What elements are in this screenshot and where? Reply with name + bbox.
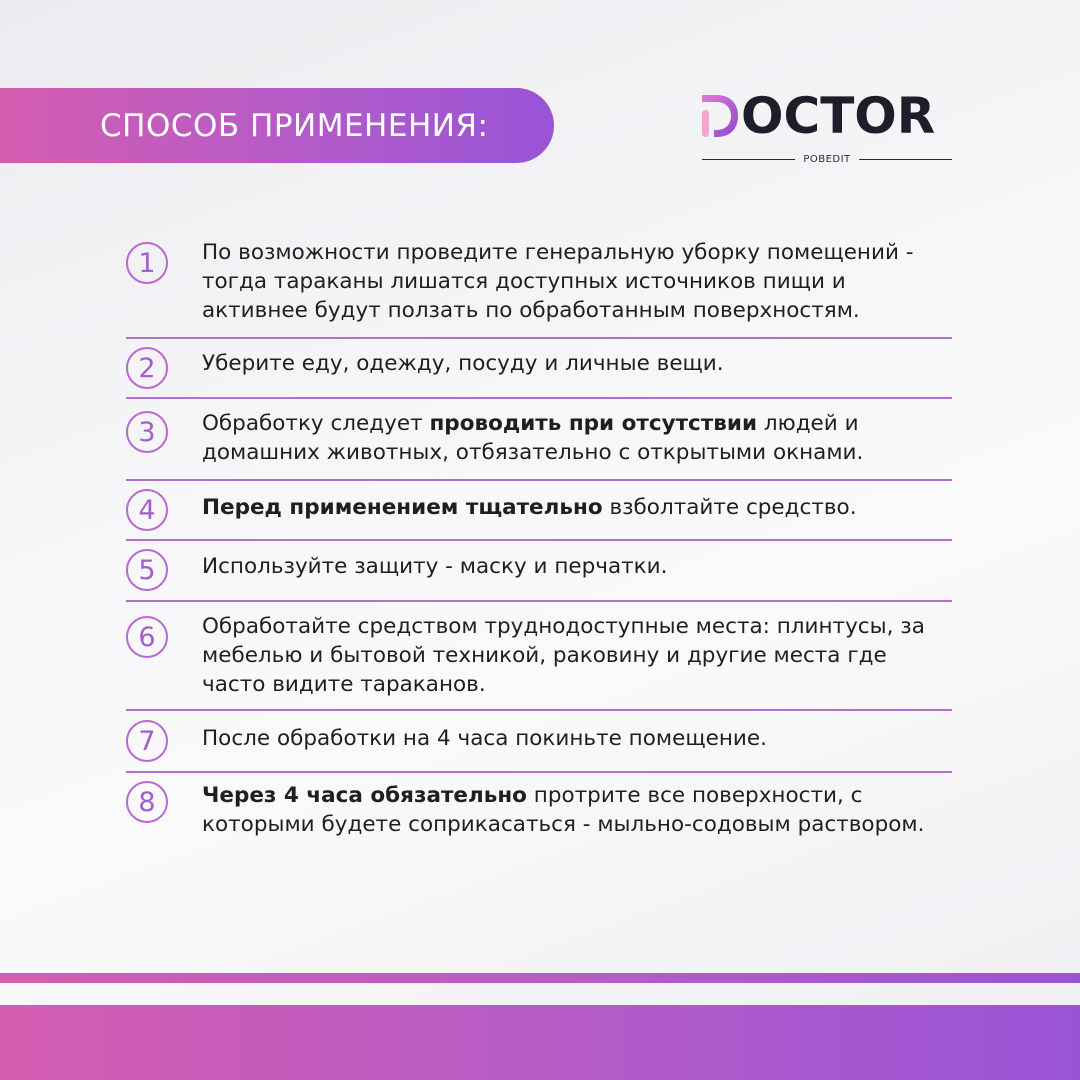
step-text xyxy=(202,238,952,325)
step-text-part: людей и домашних животных, отбязательно с открытыми окнами. xyxy=(202,411,864,465)
step-text-part: По возможности проведите генеральную уборку помещений - тогда тараканы лишатся доступных источников пищи и активнее будут ползать по обработанным поверхностям. xyxy=(202,240,914,323)
step-number-badge: 8 xyxy=(126,781,168,823)
logo-wordmark xyxy=(700,87,954,145)
logo-rule-left xyxy=(702,159,795,160)
step-text xyxy=(202,409,952,467)
step-number-badge: 4 xyxy=(126,489,168,531)
step-number-badge: 6 xyxy=(126,616,168,658)
step-item xyxy=(126,541,952,602)
step-text xyxy=(202,612,952,699)
step-number-badge: 3 xyxy=(126,411,168,453)
step-text xyxy=(202,724,767,753)
step-item xyxy=(126,399,952,481)
step-number-badge: 5 xyxy=(126,549,168,591)
steps-list xyxy=(126,228,952,843)
step-number-badge: 1 xyxy=(126,242,168,284)
logo-subline xyxy=(702,153,952,165)
step-text-bold: Через 4 часа обязательно xyxy=(202,783,527,808)
step-text-part: После обработки на 4 часа покиньте помещение. xyxy=(202,726,767,751)
step-item xyxy=(126,228,952,339)
page-title: СПОСОБ ПРИМЕНЕНИЯ: xyxy=(100,107,489,144)
step-item xyxy=(126,339,952,399)
step-text xyxy=(202,781,952,839)
step-item xyxy=(126,602,952,711)
step-text-part: Обработайте средством труднодоступные места: плинтусы, за мебелью и бытовой техникой, раковину и другие места где часто видите тараканов. xyxy=(202,614,925,697)
bottom-stripe xyxy=(0,973,1080,983)
step-text xyxy=(202,493,857,522)
step-text xyxy=(202,552,667,581)
step-item xyxy=(126,481,952,541)
step-text-part: Используйте защиту - маску и перчатки. xyxy=(202,554,668,579)
step-text-part: взболтайте средство. xyxy=(602,495,857,520)
logo-rule-right xyxy=(859,159,952,160)
step-text-bold: проводить при отсутствии xyxy=(429,411,758,436)
step-text-part: Обработку следует xyxy=(202,411,430,436)
step-item xyxy=(126,711,952,773)
logo-word-text: OCTOR xyxy=(741,87,936,145)
step-text-bold: Перед применением тщательно xyxy=(202,495,603,520)
logo-subtitle: POBEDIT xyxy=(803,153,851,165)
logo-d-icon xyxy=(700,93,740,139)
header-banner xyxy=(0,88,554,163)
doctor-pobedit-logo xyxy=(700,87,954,165)
step-text-part: протрите все поверхности, с которыми будете соприкасаться - мыльно-содовым раствором. xyxy=(202,783,925,837)
step-number-badge: 2 xyxy=(126,347,168,389)
step-number-badge: 7 xyxy=(126,720,168,762)
step-item xyxy=(126,773,952,843)
bottom-band xyxy=(0,1005,1080,1080)
step-text-part: Уберите еду, одежду, посуду и личные вещи. xyxy=(202,351,724,376)
step-text xyxy=(202,349,724,378)
